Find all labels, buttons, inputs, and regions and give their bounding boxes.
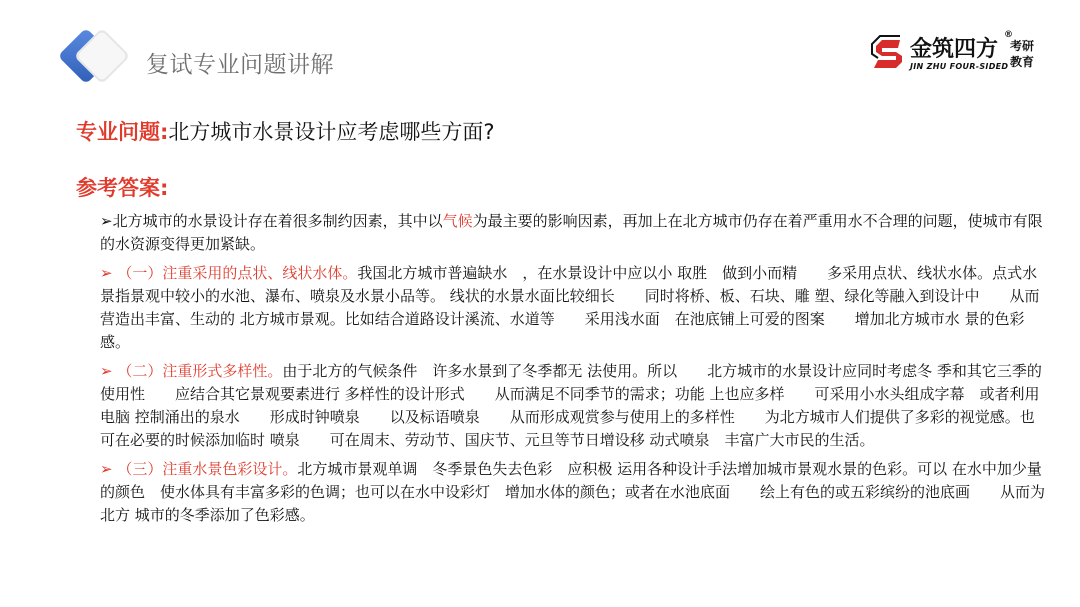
brand-logo bbox=[870, 32, 1045, 80]
bullet-arrow-icon: ➢ bbox=[100, 264, 113, 282]
answer-body bbox=[100, 210, 1045, 533]
answer-paragraph-intro bbox=[100, 210, 1045, 256]
point-2-text: 由于北方的气候条件 许多水景到了冬季都无 法使用。所以 北方城市的水景设计应同时考虑冬 季和其它三季的使用性 应结合其它景观要素进行 多样性的设计形式 从而满足不同季节的需求；功能 上也应多样 可采用小水头组成字幕 或者利用电脑 控制涌出的泉水 形成时钟喷泉 以及标语喷泉 从而形成观赏参与使用上的多样性 为北方城市人们提供了多彩的视觉感。也可在必要的时候添加临时 喷泉 可在周末、劳动节、国庆节、元旦等节日增设移 动式喷泉 丰富广大市民的生活。 bbox=[100, 362, 1042, 449]
point-3-heading: （三）注重水景色彩设计。 bbox=[117, 460, 298, 478]
logo-side-top: 考研 bbox=[1010, 39, 1035, 53]
intro-highlight: 气候 bbox=[442, 212, 473, 230]
question-line bbox=[76, 116, 495, 146]
answer-paragraph-3 bbox=[100, 458, 1045, 527]
answer-paragraph-1 bbox=[100, 262, 1045, 354]
point-1-heading: （一）注重采用的点状、线状水体。 bbox=[117, 264, 358, 282]
answer-heading: 参考答案: bbox=[76, 176, 169, 200]
point-3-text: 北方城市景观单调 冬季景色失去色彩 应积极 运用各种设计手法增加城市景观水景的色彩。可以 在水中加少量的颜色 使水体具有丰富多彩的色调；也可以在水中设彩灯 增加水体的颜色；或者在水池底面 绘上有色的或五彩缤纷的池底画 从而为北方 城市的冬季添加了色彩感。 bbox=[100, 460, 1046, 524]
point-1-text: 我国北方城市普遍缺水 ，在水景设计中应以小 取胜 做到小而精 多采用点状、线状水体。点式水 景指景观中较小的水池、瀑布、喷泉及水景小品等。 线状的水景水面比较细长 同时将桥、板、石块、雕 塑、绿化等融入到设计中 从而营造出丰富、生动的 北方城市景观。比如结合道路设计溪流、水道等 采用浅水面 在池底铺上可爱的图案 增加北方城市水 景的色彩感。 bbox=[100, 264, 1040, 351]
answer-paragraph-2 bbox=[100, 360, 1045, 452]
question-text: 北方城市水景设计应考虑哪些方面? bbox=[168, 120, 495, 144]
header-diamond-icon bbox=[48, 28, 144, 94]
bullet-arrow-icon: ➢ bbox=[100, 460, 113, 478]
point-2-heading: （二）注重形式多样性。 bbox=[117, 362, 283, 380]
page-header-title: 复试专业问题讲解 bbox=[146, 52, 334, 78]
logo-s-mark-icon bbox=[870, 34, 908, 74]
logo-main-text: 金筑四方 bbox=[910, 37, 999, 62]
logo-side-bottom: 教育 bbox=[1010, 55, 1035, 69]
logo-side-text bbox=[1010, 38, 1044, 70]
intro-text-post: 为最主要的影响因素，再加上在北方城市仍存在着严重用水不合理的问题，使城市有限的水资源变得更加紧缺。 bbox=[100, 212, 1043, 253]
logo-subtitle: JIN ZHU FOUR-SIDED bbox=[910, 62, 1009, 71]
intro-text-pre: 北方城市的水景设计存在着很多制约因素，其中以 bbox=[112, 212, 443, 230]
bullet-arrow-icon: ➢ bbox=[100, 212, 113, 230]
logo-registered-mark: ® bbox=[1004, 30, 1013, 40]
bullet-arrow-icon: ➢ bbox=[100, 362, 113, 380]
question-label: 专业问题: bbox=[76, 120, 169, 144]
